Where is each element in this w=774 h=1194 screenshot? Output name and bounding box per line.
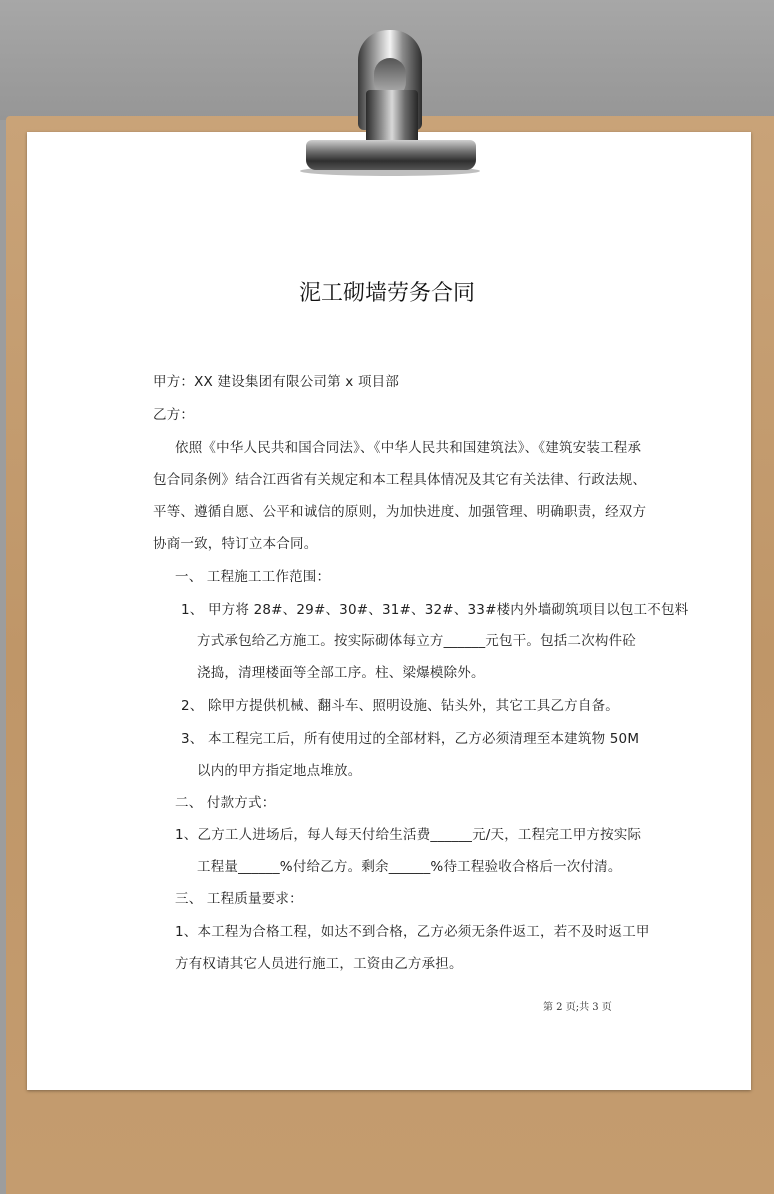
scope-item-1: 1、 甲方将 28#、29#、30#、31#、32#、33#楼内外墙砌筑项目以包工不包料 bbox=[181, 602, 689, 618]
page-number: 第 2 页;共 3 页 bbox=[543, 1002, 612, 1013]
binder-clip bbox=[300, 30, 480, 180]
intro-line: 依照《中华人民共和国合同法》、《中华人民共和国建筑法》、《建筑安装工程承 bbox=[175, 440, 642, 456]
clip-base bbox=[306, 140, 476, 170]
document-title: 泥工砌墙劳务合同 bbox=[298, 281, 475, 306]
section-heading-quality: 三、 工程质量要求： bbox=[175, 891, 303, 907]
scope-item-1: 方式承包给乙方施工。按实际砌体每立方______元包干。包括二次构件砼 bbox=[197, 633, 636, 649]
intro-line: 平等、遵循自愿、公平和诚信的原则，为加快进度、加强管理、明确职责，经双方 bbox=[153, 504, 647, 520]
scope-item-1: 浇捣，清理楼面等全部工序。柱、梁爆模除外。 bbox=[197, 665, 485, 681]
quality-item-1: 1、本工程为合格工程，如达不到合格，乙方必须无条件返工，若不及时返工甲 bbox=[175, 924, 650, 940]
scope-item-2: 2、 除甲方提供机械、翻斗车、照明设施、钻头外，其它工具乙方自备。 bbox=[181, 698, 619, 714]
intro-line: 包合同条例》结合江西省有关规定和本工程具体情况及其它有关法律、行政法规、 bbox=[153, 472, 647, 488]
scope-item-3: 以内的甲方指定地点堆放。 bbox=[197, 763, 362, 779]
section-heading-scope: 一、 工程施工工作范围： bbox=[175, 569, 331, 585]
party-b: 乙方： bbox=[153, 407, 195, 423]
payment-item-1: 工程量______%付给乙方。剩余______%待工程验收合格后一次付清。 bbox=[197, 859, 622, 875]
intro-line: 协商一致，特订立本合同。 bbox=[153, 536, 318, 552]
section-heading-payment: 二、 付款方式： bbox=[175, 795, 276, 811]
quality-item-1: 方有权请其它人员进行施工，工资由乙方承担。 bbox=[175, 956, 463, 972]
payment-item-1: 1、乙方工人进场后，每人每天付给生活费______元/天，工程完工甲方按实际 bbox=[175, 827, 642, 843]
scope-item-3: 3、 本工程完工后，所有使用过的全部材料，乙方必须清理至本建筑物 50M bbox=[181, 731, 640, 747]
party-a: 甲方：XX 建设集团有限公司第 x 项目部 bbox=[153, 374, 400, 390]
